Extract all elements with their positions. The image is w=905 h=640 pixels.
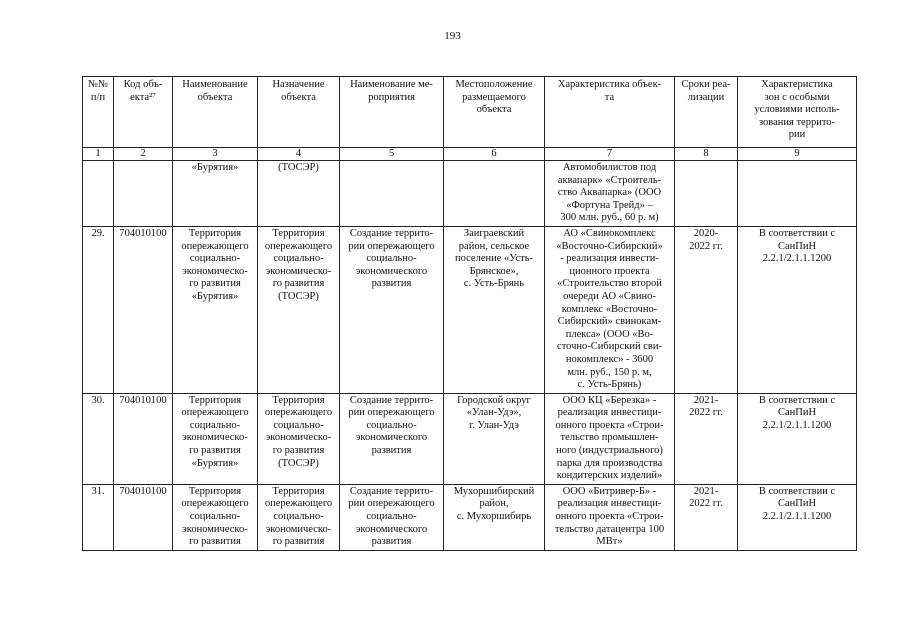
column-number: 5 <box>340 148 444 161</box>
header-location: Местоположение размещаемого объекта <box>444 77 545 148</box>
cell-code: 704010100 <box>114 393 173 484</box>
cell-name: Территория опережающего социально- экономическо- го развития «Бурятия» <box>173 393 258 484</box>
cell-name: «Бурятия» <box>173 161 258 227</box>
cell-code: 704010100 <box>114 226 173 393</box>
cell-zones: В соответствии с СанПиН 2.2.1/2.1.1.1200 <box>738 484 857 550</box>
cell-characteristic: ООО «Битривер-Б» - реализация инвестици- онного проекта «Строи- тельство датацентра 100 МВт» <box>545 484 675 550</box>
column-number: 1 <box>83 148 114 161</box>
header-zones: Характеристика зон с особыми условиями исполь- зования террито- рии <box>738 77 857 148</box>
cell-num: 31. <box>83 484 114 550</box>
cell-code <box>114 161 173 227</box>
column-number: 8 <box>675 148 738 161</box>
header-name: Наименование объекта <box>173 77 258 148</box>
cell-characteristic: АО «Свинокомплекс «Восточно-Сибирский» - реализация инвести- ционного проекта «Строительство второй очереди АО «Свино- комплекс «Восточно- Сибирский» свинокам- плекса» (ООО «Во- сточно-Сибирский сви- нокомплекс» - 3600 млн. руб., 150 р. м, с. Усть-Брянь) <box>545 226 675 393</box>
cell-location: Мухоршибирский район, с. Мухоршибирь <box>444 484 545 550</box>
cell-event: Создание террито- рии опережающего социально- экономического развития <box>340 484 444 550</box>
page-number: 193 <box>444 30 461 42</box>
column-number: 2 <box>114 148 173 161</box>
table-row <box>83 484 857 550</box>
header-purpose: Назначение объекта <box>258 77 340 148</box>
column-number: 7 <box>545 148 675 161</box>
header-characteristic: Характеристика объек- та <box>545 77 675 148</box>
cell-name: Территория опережающего социально- экономическо- го развития <box>173 484 258 550</box>
cell-zones: В соответствии с СанПиН 2.2.1/2.1.1.1200 <box>738 393 857 484</box>
table-row <box>83 393 857 484</box>
column-number: 4 <box>258 148 340 161</box>
cell-zones: В соответствии с СанПиН 2.2.1/2.1.1.1200 <box>738 226 857 393</box>
cell-num: 29. <box>83 226 114 393</box>
header-num: №№ п/п <box>83 77 114 148</box>
cell-characteristic: ООО КЦ «Березка» - реализация инвестици- онного проекта «Строи- тельство промышлен- ного (индустриального) парка для производства кондитерских изделий» <box>545 393 675 484</box>
column-number: 3 <box>173 148 258 161</box>
cell-location <box>444 161 545 227</box>
objects-table <box>82 76 857 551</box>
table-row <box>83 226 857 393</box>
cell-terms <box>675 161 738 227</box>
header-event: Наименование ме- роприятия <box>340 77 444 148</box>
header-terms: Сроки реа- лизации <box>675 77 738 148</box>
table-header-row <box>83 77 857 148</box>
cell-num <box>83 161 114 227</box>
cell-terms: 2021- 2022 гг. <box>675 393 738 484</box>
header-code: Код объ- екта²⁷ <box>114 77 173 148</box>
cell-name: Территория опережающего социально- экономическо- го развития «Бурятия» <box>173 226 258 393</box>
cell-location: Городской округ «Улан-Удэ», г. Улан-Удэ <box>444 393 545 484</box>
cell-terms: 2020- 2022 гг. <box>675 226 738 393</box>
cell-zones <box>738 161 857 227</box>
cell-terms: 2021- 2022 гг. <box>675 484 738 550</box>
cell-event: Создание террито- рии опережающего социально- экономического развития <box>340 393 444 484</box>
table-row <box>83 161 857 227</box>
cell-event: Создание террито- рии опережающего социально- экономического развития <box>340 226 444 393</box>
cell-num: 30. <box>83 393 114 484</box>
cell-location: Заиграевский район, сельское поселение «Усть- Брянское», с. Усть-Брянь <box>444 226 545 393</box>
cell-event <box>340 161 444 227</box>
column-number: 6 <box>444 148 545 161</box>
cell-characteristic: Автомобилистов под аквапарк» «Строитель- ство Аквапарка» (ООО «Фортуна Трейд» – 300 млн. руб., 60 р. м) <box>545 161 675 227</box>
cell-purpose: Территория опережающего социально- экономическо- го развития (ТОСЭР) <box>258 393 340 484</box>
cell-purpose: Территория опережающего социально- экономическо- го развития (ТОСЭР) <box>258 226 340 393</box>
cell-code: 704010100 <box>114 484 173 550</box>
column-number-row <box>83 148 857 161</box>
cell-purpose: (ТОСЭР) <box>258 161 340 227</box>
column-number: 9 <box>738 148 857 161</box>
cell-purpose: Территория опережающего социально- экономическо- го развития <box>258 484 340 550</box>
